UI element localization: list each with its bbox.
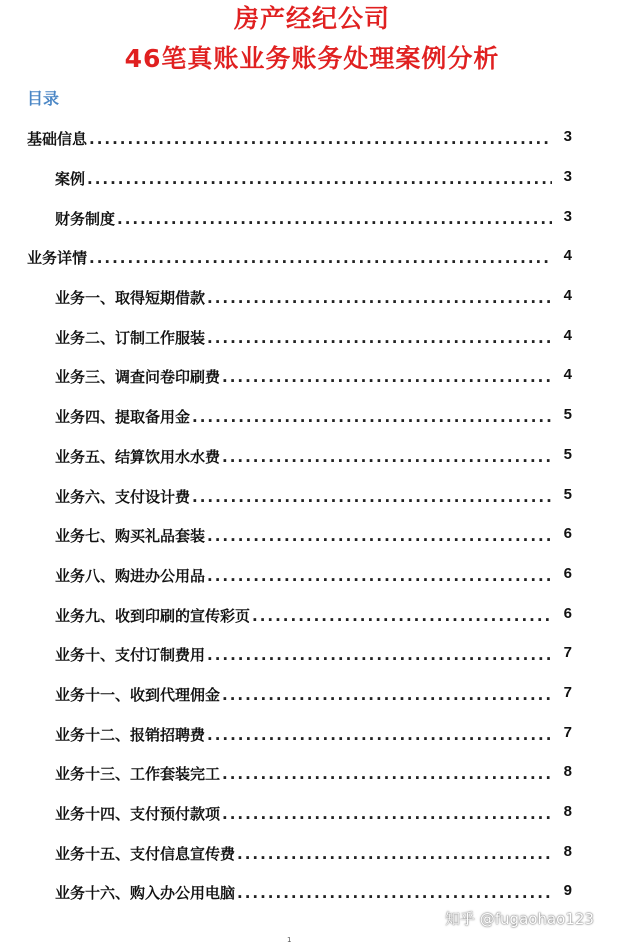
toc-dot-leader [87, 170, 552, 188]
document-title-line-2: 46笔真账业务账务处理案例分析 [124, 44, 500, 73]
toc-page-number: 3 [563, 128, 572, 146]
toc-entry-label: 业务十四、支付预付款项 [55, 805, 221, 824]
toc-dot-leader [89, 249, 552, 267]
toc-entry-label: 业务五、结算饮用水水费 [55, 447, 221, 466]
toc-entry-label: 基础信息 [27, 130, 88, 149]
toc-page-number: 4 [563, 326, 572, 344]
toc-entry[interactable] [0, 357, 624, 397]
toc-entry-row [55, 445, 572, 467]
toc-page-number: 3 [563, 168, 572, 186]
toc-entry[interactable] [0, 556, 624, 596]
toc-entry[interactable] [0, 317, 624, 357]
toc-entry[interactable] [0, 238, 624, 278]
toc-entry[interactable] [0, 476, 624, 516]
toc-entry-row [55, 842, 572, 864]
toc-dot-leader [207, 289, 552, 307]
toc-entry-label: 业务九、收到印刷的宣传彩页 [55, 606, 251, 625]
toc-entry[interactable] [0, 595, 624, 635]
toc-page-number: 4 [563, 247, 572, 265]
toc-dot-leader [207, 567, 552, 585]
page-number-footer: 1 [287, 936, 292, 944]
toc-entry-label: 业务详情 [27, 249, 88, 268]
toc-dot-leader [192, 408, 552, 426]
toc-entry-label: 业务十五、支付信息宣传费 [55, 844, 236, 863]
toc-page-number: 4 [563, 287, 572, 305]
toc-dot-leader [252, 607, 552, 625]
toc-entry-label: 业务一、取得短期借款 [55, 289, 206, 308]
toc-entry-row [55, 604, 572, 626]
toc-page-number: 7 [563, 644, 572, 662]
toc-dot-leader [222, 765, 552, 783]
toc-entry-label: 业务三、调查问卷印刷费 [55, 368, 221, 387]
toc-entry-row [55, 564, 572, 586]
toc-entry-row [55, 644, 572, 665]
toc-page-number: 8 [563, 763, 572, 781]
toc-entry[interactable] [0, 635, 624, 675]
toc-entry-row [27, 247, 572, 268]
toc-dot-leader [207, 726, 552, 744]
toc-page-number: 6 [563, 564, 572, 582]
toc-dot-leader [207, 329, 552, 347]
watermark: 知乎 @fugaohao123 [445, 910, 594, 928]
toc-dot-leader [207, 646, 552, 664]
toc-page-number: 5 [563, 406, 572, 424]
toc-page-number: 7 [563, 723, 572, 741]
toc-entry-row [55, 882, 572, 903]
toc-entry-row [55, 485, 572, 507]
toc-entry-row [55, 723, 572, 745]
toc-entry-row [55, 287, 572, 308]
toc-entry[interactable] [0, 159, 624, 199]
toc-dot-leader [222, 686, 552, 704]
toc-entry-label: 业务四、提取备用金 [55, 408, 191, 427]
document-title-line-1: 房产经纪公司 [233, 4, 390, 33]
toc-entry-row [55, 406, 572, 427]
toc-entry-label: 业务六、支付设计费 [55, 487, 191, 506]
toc-entry-label: 业务二、订制工作服装 [55, 328, 206, 347]
toc-page-number: 6 [563, 604, 572, 622]
toc-entry-row [55, 683, 572, 705]
toc-entry-row [27, 128, 572, 149]
table-of-contents [0, 119, 624, 913]
toc-dot-leader [222, 805, 552, 823]
toc-entry-label: 业务十六、购入办公用电脑 [55, 884, 236, 903]
toc-entry[interactable] [0, 794, 624, 834]
toc-entry[interactable] [0, 754, 624, 794]
toc-page-number: 3 [563, 207, 572, 225]
toc-entry[interactable] [0, 516, 624, 556]
toc-page-number: 7 [563, 683, 572, 701]
toc-entry-row [55, 525, 572, 546]
toc-entry-row [55, 366, 572, 387]
toc-entry-label: 业务八、购进办公用品 [55, 566, 206, 585]
toc-entry-row [55, 168, 572, 189]
toc-entry[interactable] [0, 873, 624, 913]
toc-entry-label: 业务十、支付订制费用 [55, 646, 206, 665]
toc-entry[interactable] [0, 198, 624, 238]
toc-entry[interactable] [0, 437, 624, 477]
toc-entry[interactable] [0, 119, 624, 159]
toc-entry-row [55, 803, 572, 824]
toc-entry[interactable] [0, 833, 624, 873]
toc-entry-row [55, 763, 572, 784]
toc-dot-leader [237, 884, 552, 902]
toc-entry-row [55, 207, 572, 229]
toc-page-number: 5 [563, 485, 572, 503]
toc-dot-leader [192, 488, 552, 506]
toc-entry-label: 业务十三、工作套装完工 [55, 765, 221, 784]
toc-page-number: 4 [563, 366, 572, 384]
toc-dot-leader [222, 448, 552, 466]
toc-entry-label: 财务制度 [55, 209, 116, 228]
toc-entry-row [55, 326, 572, 348]
toc-entry[interactable] [0, 278, 624, 318]
toc-entry-label: 业务七、购买礼品套装 [55, 527, 206, 546]
toc-page-number: 8 [563, 842, 572, 860]
toc-dot-leader [117, 210, 552, 228]
toc-dot-leader [222, 368, 552, 386]
toc-dot-leader [237, 845, 552, 863]
toc-entry-label: 业务十二、报销招聘费 [55, 725, 206, 744]
toc-heading: 目录 [27, 89, 60, 108]
toc-page-number: 5 [563, 445, 572, 463]
toc-page-number: 6 [563, 525, 572, 543]
toc-page-number: 8 [563, 803, 572, 821]
toc-dot-leader [207, 527, 552, 545]
toc-dot-leader [89, 130, 552, 148]
toc-entry-label: 业务十一、收到代理佣金 [55, 685, 221, 704]
toc-entry[interactable] [0, 675, 624, 715]
toc-entry-label: 案例 [55, 170, 86, 189]
toc-entry[interactable] [0, 397, 624, 437]
toc-entry[interactable] [0, 714, 624, 754]
toc-page-number: 9 [563, 882, 572, 900]
